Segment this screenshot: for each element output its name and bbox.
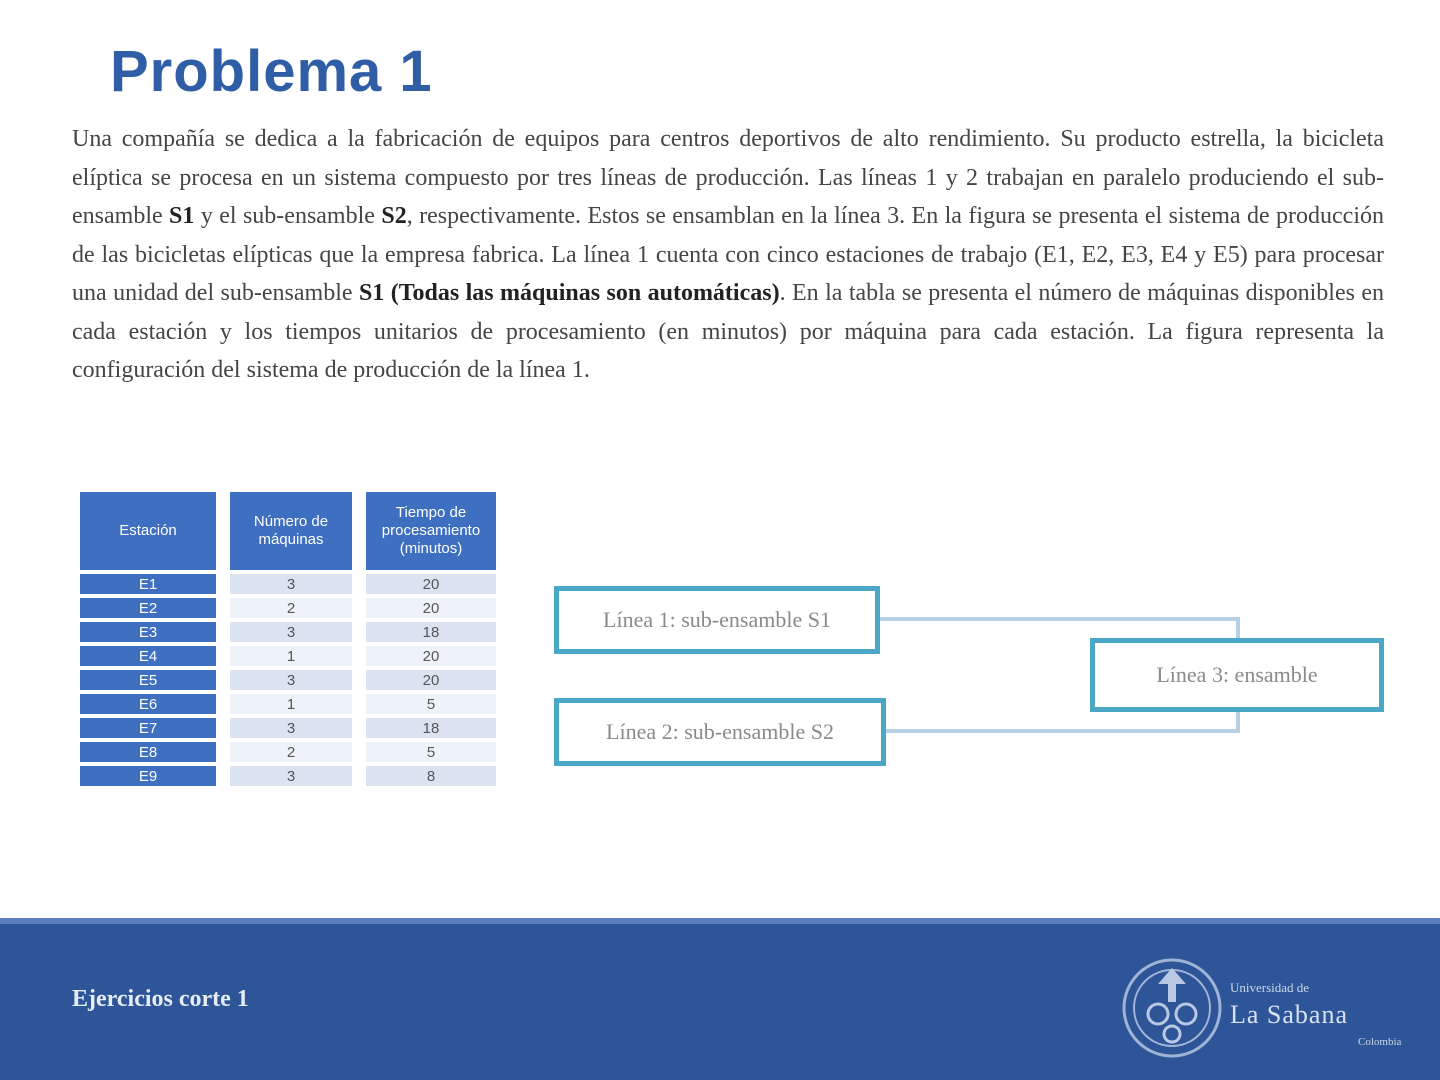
station-cell: E7 (80, 718, 230, 738)
time-cell: 20 (366, 670, 496, 690)
statement-text-2: y el sub-ensamble (194, 203, 382, 229)
machines-cell: 1 (230, 646, 366, 666)
header-time: Tiempo de procesamiento (minutos) (366, 492, 496, 570)
connector-line1-v (1236, 617, 1240, 639)
statement-bold-1: S1 (169, 203, 195, 229)
time-cell: 18 (366, 622, 496, 642)
time-cell: 5 (366, 742, 496, 762)
machines-cell: 2 (230, 598, 366, 618)
header-machines: Número de máquinas (230, 492, 366, 570)
problem-statement (72, 120, 1384, 390)
line2-label: Línea 2: sub-ensamble S2 (606, 719, 834, 744)
line2-box (554, 698, 886, 766)
statement-bold-2: S2 (381, 203, 407, 229)
station-cell: E4 (80, 646, 230, 666)
statement-text-3: , respectivamente. Estos se ensamblan en la línea 3. En la figura se presenta el sistema de producción de las bicicletas elípticas que la empresa fabrica. La línea 1 cuenta con cinco estaciones de trabajo (E1, E2, E3, E4 y E5) para procesar una unidad del sub-ensamble (72, 203, 1384, 306)
time-cell: 20 (366, 574, 496, 594)
line3-label: Línea 3: ensamble (1156, 662, 1318, 687)
table-row (80, 694, 496, 714)
station-cell: E1 (80, 574, 230, 594)
table-header-row (80, 492, 496, 570)
connector-line1-h (878, 617, 1240, 621)
station-cell: E6 (80, 694, 230, 714)
line1-label: Línea 1: sub-ensamble S1 (603, 607, 831, 632)
statement-bold-3: S1 (Todas las máquinas son automáticas) (358, 280, 780, 306)
time-cell: 20 (366, 646, 496, 666)
logo-line3: Colombia (1358, 1036, 1402, 1048)
time-cell: 5 (366, 694, 496, 714)
machines-cell: 3 (230, 718, 366, 738)
station-cell: E2 (80, 598, 230, 618)
line3-box (1090, 638, 1384, 712)
line1-box (554, 586, 880, 654)
table-row (80, 766, 496, 786)
machines-cell: 3 (230, 622, 366, 642)
table-row (80, 598, 496, 618)
slide-title: Problema 1 (110, 39, 433, 104)
statement-text-1: Una compañía se dedica a la fabricación de equipos para centros deportivos de alto rendimiento. Su producto estrella, la bicicleta elíptica se procesa en un sistema compuesto por tres líneas de producción. Las líneas 1 y 2 trabajan en paralelo produciendo el sub-ensamble (72, 126, 1384, 229)
stations-table (80, 488, 496, 790)
statement-text-4: . En la tabla se presenta el número de máquinas disponibles en cada estación y los tiempos unitarios de procesamiento (en minutos) por máquina para cada estación. La figura representa la configuración del sistema de producción de la línea 1. (72, 280, 1384, 383)
time-cell: 18 (366, 718, 496, 738)
table-row (80, 742, 496, 762)
time-cell: 20 (366, 598, 496, 618)
machines-cell: 3 (230, 766, 366, 786)
machines-cell: 3 (230, 574, 366, 594)
footer-text: Ejercicios corte 1 (72, 986, 249, 1012)
machines-cell: 1 (230, 694, 366, 714)
station-cell: E5 (80, 670, 230, 690)
logo-line2: La Sabana (1230, 1000, 1349, 1029)
university-seal-icon (1118, 954, 1226, 1062)
machines-cell: 3 (230, 670, 366, 690)
station-cell: E9 (80, 766, 230, 786)
time-cell: 8 (366, 766, 496, 786)
header-station: Estación (80, 492, 230, 570)
table-row (80, 718, 496, 738)
logo-line1: Universidad de (1230, 980, 1310, 995)
table-row (80, 622, 496, 642)
university-logo (1118, 954, 1402, 1066)
station-cell: E8 (80, 742, 230, 762)
connector-line2-v (1236, 710, 1240, 733)
connector-line2-h (884, 729, 1240, 733)
station-cell: E3 (80, 622, 230, 642)
table-row (80, 670, 496, 690)
table-row (80, 574, 496, 594)
table-row (80, 646, 496, 666)
footer-bar (0, 918, 1440, 1080)
machines-cell: 2 (230, 742, 366, 762)
